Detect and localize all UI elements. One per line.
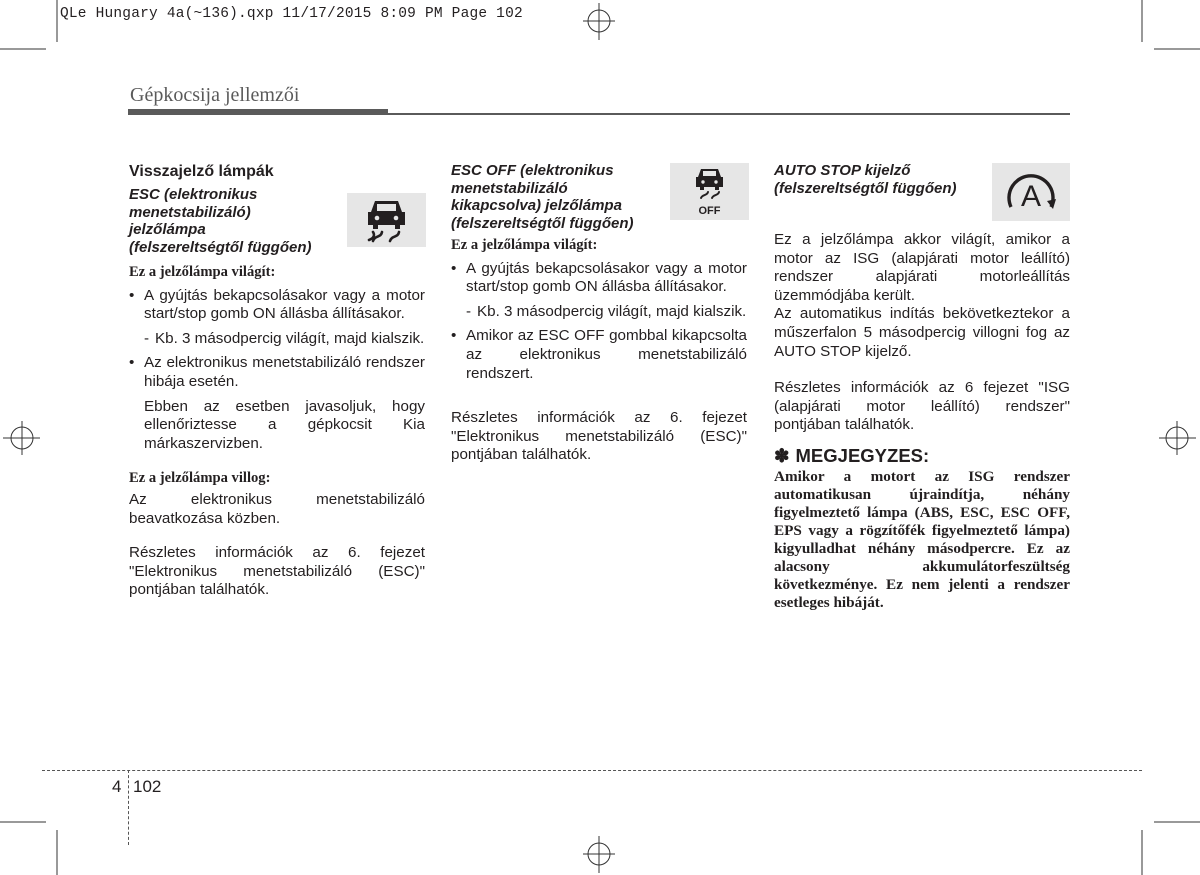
esc-subheading-line: (felszereltségtől függően) [129, 238, 312, 256]
list-subitem: - Kb. 3 másodpercig világít, majd kialszik. [144, 329, 425, 347]
auto-stop-subheading-line: (felszereltségtől függően) [774, 179, 957, 197]
auto-stop-subheading [774, 162, 989, 197]
note-heading-text: MEGJEGYZES: [795, 444, 930, 466]
esc-skid-icon [347, 193, 426, 247]
list-item: • A gyújtás bekapcsolásakor vagy a motor start/stop gomb ON állásba állításakor. [129, 287, 425, 324]
list-subitem-text: Kb. 3 másodpercig világít, majd kialszik. [155, 329, 425, 347]
esc-off-icon-label: OFF [698, 205, 721, 217]
esc-body [129, 263, 425, 600]
auto-stop-icon-letter: A [1020, 180, 1042, 213]
paragraph: Az elektronikus menetstabilizáló beavatkozása közben. [129, 490, 425, 527]
esc-off-subheading-line: ESC OFF (elektronikus [451, 162, 614, 179]
auto-stop-subheading-line: AUTO STOP kijelző [774, 162, 911, 179]
esc-off-subheading-line: menetstabilizáló [451, 179, 568, 197]
footer-dashed-divider [128, 770, 129, 845]
header-rule-thin [388, 113, 1070, 115]
esc-off-body [451, 236, 747, 465]
paragraph: Részletes információk az 6. fejezet "Elektronikus menetstabilizáló (ESC)" pontjában találhatók. [451, 409, 747, 464]
esc-off-subheading-line: (felszereltségtől függően) [451, 214, 634, 232]
list-item: • Az elektronikus menetstabilizáló rendszer hibája esetén. [129, 354, 425, 391]
esc-subheading-line: jelzőlámpa [129, 221, 206, 239]
section-heading: Visszajelző lámpák [129, 163, 274, 180]
paragraph: Az automatikus indítás bekövetkeztekor a műszerfalon 5 másodpercig villogni fog az AUTO STOP kijelző. [774, 305, 1070, 360]
note-heading [774, 444, 1070, 466]
esc-indicator-box [347, 193, 426, 247]
paragraph: Ez a jelzőlámpa akkor világít, amikor a motor az ISG (alapjárati motor leállító) rendszer alapjárati motorleállítás üzemmódjába került. [774, 231, 1070, 304]
list-subitem: - Kb. 3 másodpercig világít, majd kialszik. [466, 302, 747, 320]
label-lights-on: Ez a jelzőlámpa világít: [129, 264, 276, 280]
auto-stop-body [774, 231, 1070, 612]
auto-stop-icon [992, 163, 1070, 221]
list-item: • Amikor az ESC OFF gombbal kikapcsolta az elektronikus menetstabilizáló rendszert. [451, 327, 747, 383]
auto-stop-indicator-box [992, 163, 1070, 221]
print-slug: QLe Hungary 4a(~136).qxp 11/17/2015 8:09 PM Page 102 [60, 6, 523, 22]
esc-off-subheading [451, 162, 666, 232]
paragraph: Ebben az esetben javasoljuk, hogy ellenőriztesse a gépkocsit Kia márkaszervizben. [144, 397, 425, 452]
chapter-number: 4 [112, 777, 122, 796]
label-lights-on: Ez a jelzőlámpa világít: [451, 237, 598, 253]
page-header-title: Gépkocsija jellemzői [130, 84, 300, 106]
esc-off-subheading-line: kikapcsolva) jelzőlámpa [451, 197, 622, 215]
paragraph: Részletes információk az 6 fejezet "ISG (alapjárati motor leállító) rendszer" pontjában találhatók. [774, 379, 1070, 434]
label-lights-blink: Ez a jelzőlámpa villog: [129, 470, 271, 487]
list-subitem-text: Kb. 3 másodpercig világít, majd kialszik. [477, 302, 747, 320]
paragraph: Részletes információk az 6. fejezet "Elektronikus menetstabilizáló (ESC)" pontjában találhatók. [129, 544, 425, 599]
note-star-icon: ✽ [774, 444, 790, 466]
list-item: • A gyújtás bekapcsolásakor vagy a motor start/stop gomb ON állásba állításakor. [451, 260, 747, 297]
esc-off-icon [670, 163, 749, 220]
header-rule-thick [128, 109, 388, 115]
page-number: 102 [133, 777, 162, 796]
note-body: Amikor a motort az ISG rendszer automatikusan újraindítja, néhány figyelmeztető lámpa (ABS, ESC, ESC OFF, EPS vagy a rögzítőfék figyelmeztető lámpa) kigyulladhat néhány másodpercre. Ez az alacsony akkumulátorfeszültség következménye. Ez nem jelenti a rendszer esetleges hibáját. [774, 467, 1070, 611]
esc-subheading-line: menetstabilizáló) [129, 203, 251, 221]
esc-off-indicator-box [670, 163, 749, 220]
esc-subheading [129, 186, 344, 256]
esc-subheading-line: ESC (elektronikus [129, 186, 258, 203]
footer-dashed-rule [42, 770, 1142, 771]
